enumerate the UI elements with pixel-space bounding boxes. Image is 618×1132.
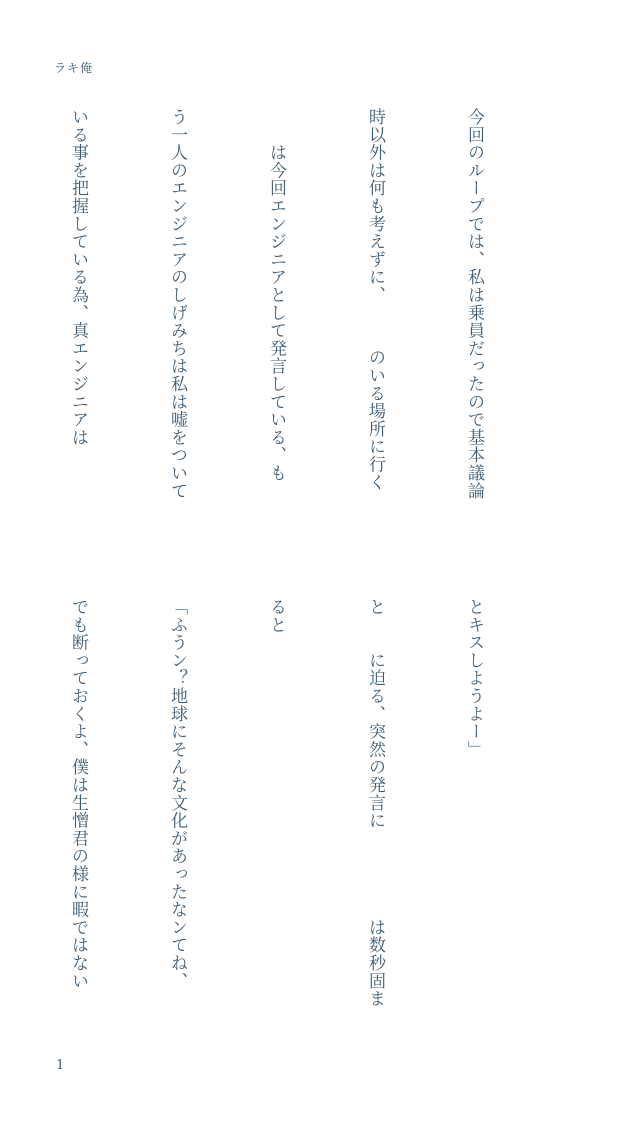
text-line: は今回エンジニアとして発言している、も: [266, 108, 286, 482]
text-line: う一人のエンジニアのしげみちは私は嘘をついて: [167, 108, 187, 500]
text-block-upper: [56, 108, 556, 548]
text-line: とキスしようよー」: [464, 598, 484, 759]
text-line: と に迫る、突然の発言に は数秒固ま: [365, 598, 385, 1008]
text-line: ると: [266, 598, 286, 634]
text-line: 時以外は何も考えずに、 のいる場所に行く: [365, 108, 385, 492]
text-line: 「ふうン？地球にそんな文化があったなンてね、: [167, 598, 187, 990]
page-number: 1: [56, 1058, 65, 1073]
text-line: いる事を把握している為、真エンジニアは: [68, 108, 88, 447]
text-line: でも断っておくよ、僕は生憎君の様に暇ではない: [68, 598, 88, 990]
text-line: 今回のループでは、私は乗員だったので基本議論: [464, 108, 484, 500]
text-block-lower: [56, 598, 556, 1038]
chapter-title: ラキ俺: [54, 61, 94, 75]
